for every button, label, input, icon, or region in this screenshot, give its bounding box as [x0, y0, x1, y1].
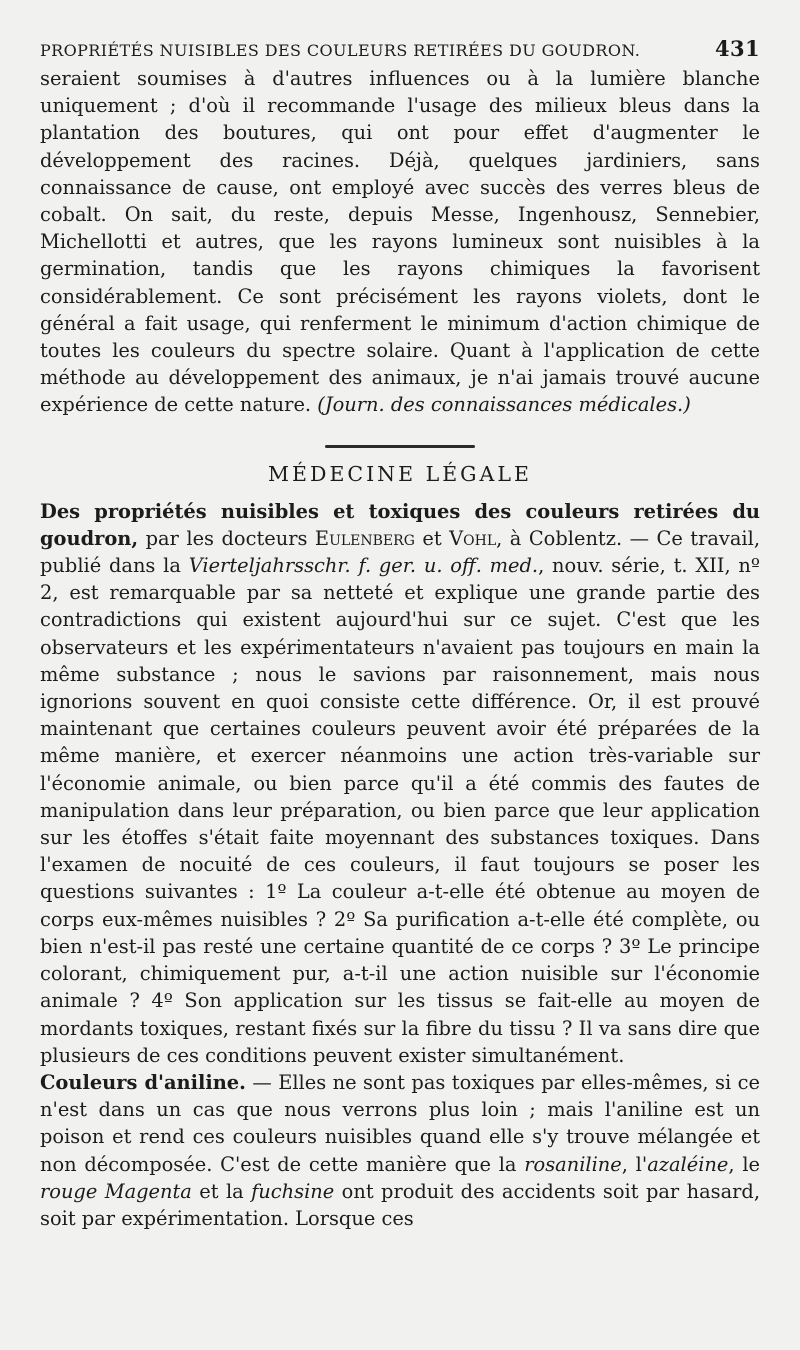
aniline-heading: Couleurs d'aniline. — [40, 1070, 246, 1094]
term-fuchsine: fuchsine — [251, 1179, 335, 1203]
term-sep: , le — [728, 1152, 760, 1176]
running-header — [40, 36, 760, 61]
term-sep: et la — [191, 1179, 252, 1203]
section-divider — [325, 445, 475, 448]
article-heading: Des propriétés nuisibles et toxiques des couleurs retirées du goudron, — [40, 499, 760, 550]
authors-post: , à Coblentz. — Ce travail, publié dans la — [40, 526, 760, 578]
author-name: Eulenberg — [314, 526, 415, 550]
running-title: PROPRIÉTÉS NUISIBLES DES COULEURS RETIRÉES DU GOUDRON. — [40, 41, 641, 60]
term-rosaniline: rosaniline — [524, 1152, 622, 1176]
authors-pre: par les docteurs — [138, 526, 315, 550]
intro-paragraph — [40, 65, 760, 419]
source-citation: (Journ. des connaissances médicales.) — [317, 393, 691, 417]
intro-text: seraient soumises à d'autres influences ou à la lumière blanche uniquement ; d'où il recommande l'usage des milieux bleus dans la plantation des boutures, qui ont pour effet d'augmenter le développement des racines. Déjà, quelques jardiniers, sans connaissance de cause, ont employé avec succès des verres bleus de cobalt. On sait, du reste, depuis Messe, Ingenhousz, Sennebier, Michellotti et autres, que les rayons lumineux sont nuisibles à la germination, tandis que les rayons chimiques la favorisent considérablement. Ce sont précisément les rayons violets, dont le général a fait usage, qui renferment le minimum d'action chimique de toutes les couleurs du spectre solaire. Quant à l'application de cette méthode au développement des animaux, je n'ai jamais trouvé aucune expérience de cette nature. — [40, 67, 760, 417]
term-rouge-magenta: rouge Magenta — [40, 1179, 192, 1203]
section-title: MÉDECINE LÉGALE — [268, 461, 532, 486]
article-paragraph — [40, 498, 760, 1069]
journal-title: Vierteljahrsschr. f. ger. u. off. med. — [188, 554, 539, 578]
page-number: 431 — [714, 36, 760, 61]
aniline-paragraph — [40, 1069, 760, 1232]
article-body: , nouv. série, t. XII, nº 2, est remarquable par sa netteté et explique une grande partie des contradictions qui existent aujourd'hui sur ce sujet. C'est que les observateurs et les expérimentateurs n'avaient pas toujours en main la même substance ; nous le savions par raisonnement, mais nous ignorions souvent en quoi consiste cette différence. Or, il est prouvé maintenant que certaines couleurs peuvent avoir été préparées de la même manière, et exercer néanmoins une action très-variable sur l'économie animale, ou bien parce qu'il a été commis des fautes de manipulation dans leur préparation, ou bien parce que leur application sur les étoffes s'était faite moyennant des substances toxiques. Dans l'examen de nocuité de ces couleurs, il faut toujours se poser les questions suivantes : 1º La couleur a-t-elle été obtenue au moyen de corps eux-mêmes nuisibles ? 2º Sa purification a-t-elle été complète, ou bien n'est-il pas resté une certaine quantité de ce corps ? 3º Le principe colorant, chimiquement pur, a-t-il une action nuisible sur l'économie animale ? 4º Son application sur les tissus se fait-elle au moyen de mordants toxiques, restant fixés sur la fibre du tissu ? Il va sans dire que plusieurs de ces conditions peuvent exister simultanément. — [40, 554, 761, 1067]
aniline-text: — Elles ne sont pas toxiques par elles-mêmes, si ce n'est dans un cas que nous verrons plus loin ; mais l'aniline est un poison et rend ces couleurs nuisibles quand elle s'y trouve mélangée et non décomposée. C'est de cette manière que la — [40, 1070, 760, 1176]
author-join: et — [414, 526, 450, 550]
author-name: Vohl — [449, 526, 497, 550]
aniline-text-end: ont produit des accidents soit par hasard, soit par expérimentation. Lorsque ces — [40, 1179, 760, 1230]
term-sep: , l' — [621, 1152, 648, 1176]
term-azaleine: azaléine — [647, 1152, 729, 1176]
